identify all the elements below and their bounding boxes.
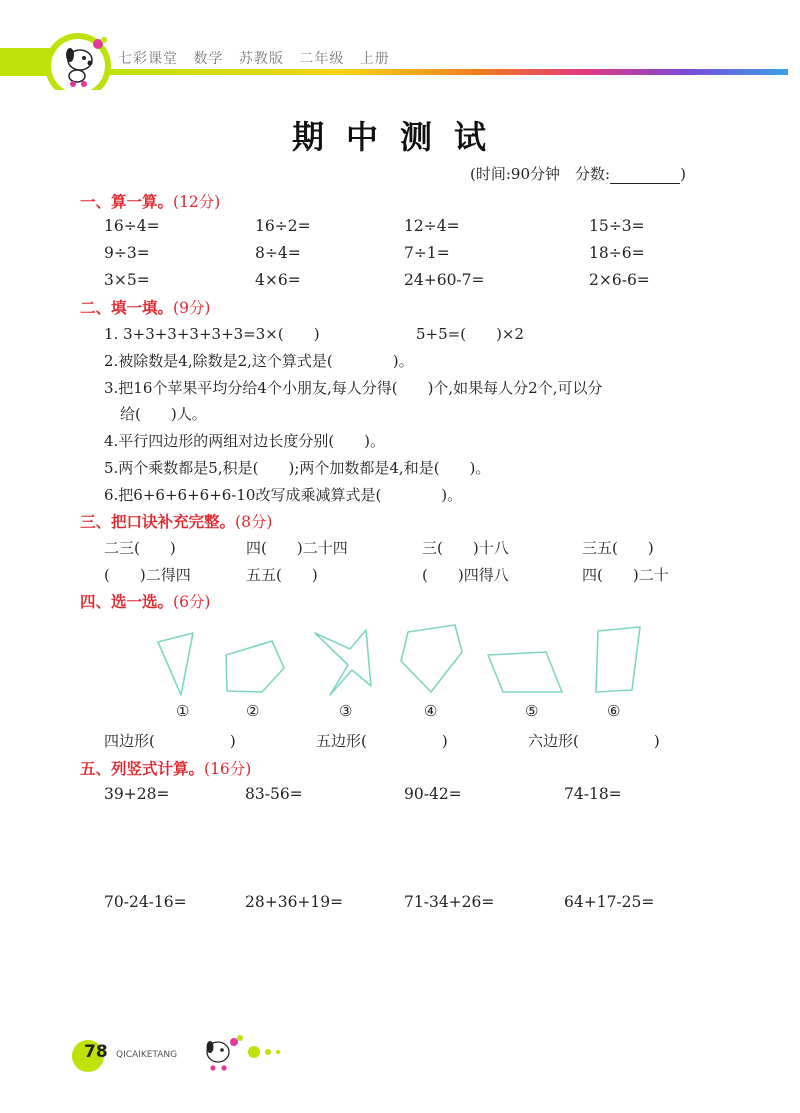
shape-label-1: ① — [176, 702, 190, 720]
mnemonic-item: ( )四得八 — [422, 566, 509, 584]
shape-label-2: ② — [246, 702, 260, 720]
calc-item: 12÷4= — [404, 217, 460, 235]
shape-label-4: ④ — [424, 702, 438, 720]
time-score-label: (时间:90分钟 分数: — [470, 165, 611, 183]
shape-4-polygon — [401, 625, 462, 692]
choose-hexagon: 六边形( ) — [528, 732, 660, 750]
fill-question-4: 4.平行四边形的两组对边长度分别( )。 — [104, 432, 386, 450]
section-3-points: (8分) — [235, 513, 273, 531]
section-5-points: (16分) — [204, 760, 252, 778]
section-2-heading: 二、填一填。 — [80, 299, 174, 317]
calc-item: 4×6= — [255, 271, 301, 289]
calc-item: 7÷1= — [404, 244, 450, 262]
calc-item: 9÷3= — [104, 244, 150, 262]
section-5-title — [80, 757, 251, 779]
vertical-item: 28+36+19= — [245, 893, 344, 911]
mnemonic-item: ( )二得四 — [104, 566, 191, 584]
section-3-heading: 三、把口诀补充完整。 — [80, 513, 236, 531]
shape-5-polygon — [488, 652, 562, 692]
shape-label-6: ⑥ — [607, 702, 621, 720]
section-1-heading: 一、算一算。 — [80, 193, 174, 211]
vertical-item: 39+28= — [104, 785, 170, 803]
mnemonic-item: 四( )二十四 — [246, 539, 348, 557]
shape-label-5: ⑤ — [525, 702, 539, 720]
vertical-item: 74-18= — [564, 785, 622, 803]
fill-question-1a: 1. 3+3+3+3+3+3=3×( ) — [104, 325, 320, 343]
fill-question-2: 2.被除数是4,除数是2,这个算式是( )。 — [104, 352, 414, 370]
section-4-heading: 四、选一选。 — [80, 593, 174, 611]
header-grade: 二年级 — [299, 51, 345, 67]
mnemonic-item: 四( )二十 — [582, 566, 669, 584]
calc-item: 2×6-6= — [589, 271, 650, 289]
vertical-item: 83-56= — [245, 785, 303, 803]
vertical-item: 70-24-16= — [104, 893, 187, 911]
shape-2-polygon — [226, 641, 284, 692]
section-5-heading: 五、列竖式计算。 — [80, 760, 205, 778]
calc-item: 3×5= — [104, 271, 150, 289]
calc-item: 24+60-7= — [404, 271, 485, 289]
header-series: 七彩课堂 — [118, 51, 178, 67]
fill-question-1b: 5+5=( )×2 — [416, 325, 525, 343]
header-volume: 上册 — [359, 51, 390, 67]
vertical-item: 71-34+26= — [404, 893, 495, 911]
calc-item: 15÷3= — [589, 217, 645, 235]
mnemonic-item: 二三( ) — [104, 539, 176, 557]
shape-3-polygon — [315, 630, 371, 695]
header-edition: 苏教版 — [238, 51, 284, 67]
mnemonic-item: 五五( ) — [246, 566, 318, 584]
fill-question-5: 5.两个乘数都是5,积是( );两个加数都是4,和是( )。 — [104, 459, 491, 477]
header-subject: 数学 — [193, 51, 224, 67]
page-title: 期中测试 — [291, 118, 508, 156]
fill-question-3b: 给( )人。 — [120, 405, 207, 423]
shape-6-polygon — [596, 627, 640, 692]
fill-question-6: 6.把6+6+6+6+6-10改写成乘减算式是( )。 — [104, 486, 463, 504]
mnemonic-item: 三( )十八 — [422, 539, 509, 557]
vertical-item: 64+17-25= — [564, 893, 655, 911]
fill-question-3a: 3.把16个苹果平均分给4个小朋友,每人分得( )个,如果每人分2个,可以分 — [104, 379, 603, 397]
calc-item: 16÷2= — [255, 217, 311, 235]
calc-item: 16÷4= — [104, 217, 160, 235]
vertical-item: 90-42= — [404, 785, 462, 803]
time-score-close: ) — [680, 165, 686, 183]
page-number: 78 — [84, 1042, 108, 1062]
calc-item: 18÷6= — [589, 244, 645, 262]
choose-quadrilateral: 四边形( ) — [104, 732, 236, 750]
footer-mascot-icon — [196, 1030, 296, 1075]
footer-brand: QICAIKETANG — [116, 1050, 178, 1060]
section-1-points: (12分) — [173, 193, 221, 211]
section-2-points: (9分) — [173, 299, 211, 317]
shape-label-3: ③ — [339, 702, 353, 720]
mnemonic-item: 三五( ) — [582, 539, 654, 557]
shape-1-polygon — [158, 633, 193, 695]
calc-item: 8÷4= — [255, 244, 301, 262]
choose-pentagon: 五边形( ) — [316, 732, 448, 750]
section-4-points: (6分) — [173, 593, 211, 611]
